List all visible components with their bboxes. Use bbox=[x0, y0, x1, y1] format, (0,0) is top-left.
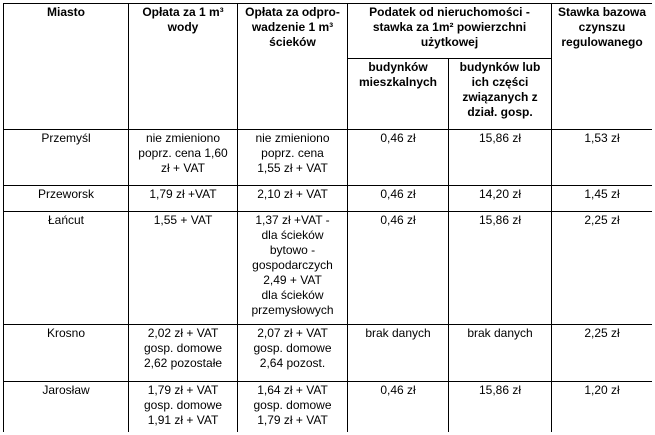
cell-sewage bbox=[238, 212, 348, 325]
cell-sewage bbox=[238, 325, 348, 382]
cell-line: brak danych bbox=[365, 326, 431, 340]
cell-line: 15,86 zł bbox=[478, 131, 522, 145]
cell-line: 2,25 zł bbox=[584, 326, 620, 340]
table-row bbox=[4, 382, 653, 433]
header-line: Podatek od nieruchomości - bbox=[369, 5, 530, 19]
header-city: Miasto bbox=[4, 4, 129, 130]
cell-line: dla ścieków bbox=[261, 288, 324, 302]
cell-sewage bbox=[238, 186, 348, 212]
cell-line: gosp. domowe bbox=[143, 341, 223, 355]
cell-line: gospodarczych bbox=[252, 258, 333, 272]
table-row bbox=[4, 186, 653, 212]
header-line: wadzenie 1 m³ bbox=[251, 20, 334, 34]
cell-rent bbox=[552, 212, 652, 325]
cell-water bbox=[129, 212, 238, 325]
cell-city bbox=[4, 212, 129, 325]
header-sewage bbox=[238, 4, 348, 130]
header-line: stawka za 1m² powierzchni bbox=[372, 20, 527, 34]
cell-city bbox=[4, 325, 129, 382]
cell-tax-residential bbox=[348, 212, 449, 325]
cell-line: 0,46 zł bbox=[380, 213, 416, 227]
header-line: czynszu bbox=[578, 20, 626, 34]
cell-line: 2,25 zł bbox=[584, 213, 620, 227]
cell-line: nie zmieniono bbox=[255, 131, 330, 145]
cell-line: 2,07 zł + VAT bbox=[257, 326, 328, 340]
cell-line: 2,64 pozost. bbox=[259, 356, 326, 370]
cell-sewage bbox=[238, 130, 348, 186]
header-line: budynków bbox=[368, 60, 428, 74]
cell-line: Przemyśl bbox=[41, 131, 91, 145]
header-line: Opłata za 1 m³ bbox=[142, 5, 224, 19]
cell-line: 1,45 zł bbox=[584, 187, 620, 201]
table-row bbox=[4, 325, 653, 382]
cell-line: zł + VAT bbox=[161, 161, 205, 175]
header-line: użytkowej bbox=[420, 35, 479, 49]
cell-tax-residential bbox=[348, 325, 449, 382]
cell-line: brak danych bbox=[467, 326, 533, 340]
header-line: mieszkalnych bbox=[358, 75, 438, 89]
cell-line: 15,86 zł bbox=[478, 213, 522, 227]
cell-rent bbox=[552, 186, 652, 212]
header-line: regulowanego bbox=[561, 35, 643, 49]
header-line: dział. gosp. bbox=[467, 105, 533, 119]
cell-line: 1,79 zł + VAT bbox=[257, 413, 328, 427]
table-body bbox=[4, 130, 653, 433]
cell-line: 15,86 zł bbox=[478, 383, 522, 397]
cell-line: przemysłowych bbox=[251, 303, 334, 317]
cell-line: 0,46 zł bbox=[380, 187, 416, 201]
cell-tax-business bbox=[449, 186, 552, 212]
cell-line: 0,46 zł bbox=[380, 383, 416, 397]
header-base-rent bbox=[552, 4, 652, 130]
cell-line: Przeworsk bbox=[37, 187, 94, 201]
header-line: Opłata za odpro- bbox=[245, 5, 340, 19]
cell-water bbox=[129, 186, 238, 212]
cell-line: 1,37 zł +VAT - bbox=[255, 213, 330, 227]
cell-line: 2,62 pozostałe bbox=[143, 356, 223, 370]
cell-line: poprz. cena bbox=[261, 146, 324, 160]
page bbox=[3, 3, 652, 432]
header-line: wody bbox=[167, 20, 199, 34]
utility-rates-table bbox=[3, 3, 652, 432]
cell-line: Krosno bbox=[46, 326, 86, 340]
cell-line: nie zmieniono bbox=[145, 131, 221, 145]
cell-tax-residential bbox=[348, 382, 449, 433]
cell-rent bbox=[552, 325, 652, 382]
cell-city bbox=[4, 382, 129, 433]
cell-line: 0,46 zł bbox=[380, 131, 416, 145]
cell-tax-business bbox=[449, 212, 552, 325]
cell-line: 1,55 zł + VAT bbox=[257, 161, 328, 175]
cell-line: bytowo - bbox=[269, 243, 316, 257]
table-row bbox=[4, 130, 653, 186]
cell-water bbox=[129, 130, 238, 186]
cell-line: gosp. domowe bbox=[253, 341, 332, 355]
cell-water bbox=[129, 325, 238, 382]
cell-line: 2,49 + VAT bbox=[263, 273, 322, 287]
cell-line: poprz. cena 1,60 bbox=[138, 146, 228, 160]
cell-city bbox=[4, 186, 129, 212]
cell-line: 2,02 zł + VAT bbox=[147, 326, 219, 340]
cell-line: 14,20 zł bbox=[478, 187, 522, 201]
cell-sewage bbox=[238, 382, 348, 433]
cell-line: 1,53 zł bbox=[584, 131, 620, 145]
cell-line: 1,20 zł bbox=[584, 383, 620, 397]
cell-line: 1,55 + VAT bbox=[153, 213, 213, 227]
header-tax-business bbox=[449, 59, 552, 130]
cell-line: 1,79 zł + VAT bbox=[147, 383, 219, 397]
header-line: budynków lub bbox=[459, 60, 541, 74]
cell-line: dla ścieków bbox=[261, 228, 324, 242]
cell-line: 1,64 zł + VAT bbox=[257, 383, 328, 397]
header-line: ich części bbox=[471, 75, 529, 89]
cell-tax-business bbox=[449, 382, 552, 433]
cell-water bbox=[129, 382, 238, 433]
cell-line: Łańcut bbox=[47, 213, 85, 227]
header-tax-residential bbox=[348, 59, 449, 130]
header-property-tax bbox=[348, 4, 552, 59]
cell-tax-business bbox=[449, 130, 552, 186]
header-line: związanych z bbox=[462, 90, 538, 104]
cell-line: gosp. domowe bbox=[253, 398, 332, 412]
cell-line: 1,79 zł +VAT bbox=[149, 187, 217, 201]
cell-line: gosp. domowe bbox=[143, 398, 223, 412]
cell-city bbox=[4, 130, 129, 186]
table-row bbox=[4, 212, 653, 325]
cell-line: 1,91 zł + VAT bbox=[147, 413, 219, 427]
header-line: ścieków bbox=[269, 35, 316, 49]
header-water bbox=[129, 4, 238, 130]
cell-rent bbox=[552, 382, 652, 433]
cell-line: 2,10 zł + VAT bbox=[257, 187, 328, 201]
cell-tax-business bbox=[449, 325, 552, 382]
header-line: Stawka bazowa bbox=[558, 5, 647, 19]
cell-line: Jarosław bbox=[42, 383, 90, 397]
cell-tax-residential bbox=[348, 130, 449, 186]
cell-rent bbox=[552, 130, 652, 186]
cell-tax-residential bbox=[348, 186, 449, 212]
